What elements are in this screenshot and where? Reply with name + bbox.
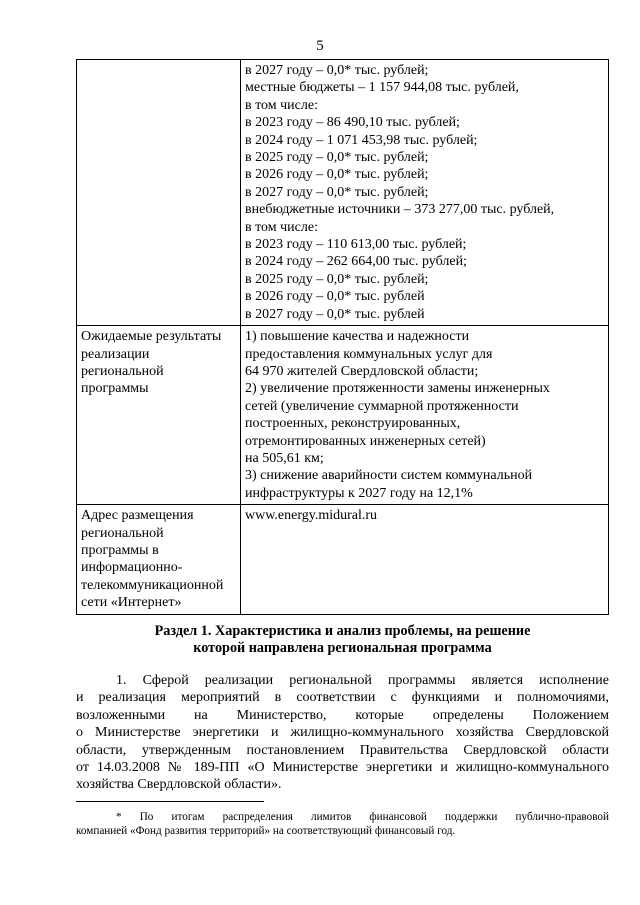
body-paragraph	[76, 672, 609, 794]
financing-line: в 2023 году – 86 490,10 тыс. рублей;	[245, 115, 460, 131]
result-line: на 505,61 км;	[245, 450, 324, 466]
financing-line: в 2024 году – 1 071 453,98 тыс. рублей;	[245, 132, 478, 148]
table-row-internet-address	[77, 505, 609, 614]
expected-results-cell	[241, 326, 609, 505]
financing-line: в том числе:	[245, 219, 318, 235]
label-line: сети «Интернет»	[81, 595, 182, 611]
financing-line: местные бюджеты – 1 157 944,08 тыс. рублей,	[245, 80, 519, 96]
footnote-line: * По итогам распределения лимитов финансовой поддержки публично-правовой	[116, 811, 609, 823]
footnote-separator	[76, 801, 264, 802]
paragraph-line: хозяйства Свердловской области».	[76, 777, 282, 793]
footnote-line: компанией «Фонд развития территорий» на соответствующий финансовый год.	[76, 825, 456, 837]
internet-address-label-cell	[77, 505, 241, 614]
result-line: 3) снижение аварийности систем коммунальной	[245, 468, 533, 484]
expected-results-label-cell	[77, 326, 241, 505]
financing-line: в 2027 году – 0,0* тыс. рублей	[245, 306, 425, 322]
internet-address-cell	[241, 505, 609, 614]
label-line: Адрес размещения	[81, 508, 194, 524]
page-number: 5	[316, 38, 324, 54]
financing-line: в 2026 году – 0,0* тыс. рублей;	[245, 167, 429, 183]
section-title-line: Раздел 1. Характеристика и анализ проблемы, на решение	[154, 623, 531, 639]
paragraph-line: и реализация мероприятий в соответствии с функциями и полномочиями,	[76, 690, 609, 706]
label-line: программы в	[81, 542, 159, 558]
row-label-cell	[77, 60, 241, 326]
label-line: реализации	[81, 346, 150, 362]
footnote	[76, 810, 609, 838]
financing-line: в 2024 году – 262 664,00 тыс. рублей;	[245, 254, 467, 270]
result-line: 2) увеличение протяженности замены инженерных	[245, 381, 550, 397]
label-line: региональной	[81, 363, 164, 379]
result-line: построенных, реконструированных,	[245, 416, 461, 432]
result-line: сетей (увеличение суммарной протяженности	[245, 398, 519, 414]
result-line: отремонтированных инженерных сетей)	[245, 433, 486, 449]
paragraph-line: возложенными на Министерство, которые определены Положением	[76, 707, 609, 723]
financing-line: в 2025 году – 0,0* тыс. рублей;	[245, 271, 429, 287]
label-line: региональной	[81, 525, 164, 541]
financing-line: в 2027 году – 0,0* тыс. рублей;	[245, 184, 429, 200]
paragraph-line: о Министерстве энергетики и жилищно-коммунального хозяйства Свердловской	[76, 725, 609, 741]
result-line: предоставления коммунальных услуг для	[245, 346, 493, 362]
financing-line: в 2027 году – 0,0* тыс. рублей;	[245, 63, 429, 78]
table-row-financing	[77, 60, 609, 326]
paragraph-line: от 14.03.2008 № 189-ПП «О Министерстве энергетики и жилищно-коммунального	[76, 760, 609, 776]
label-line: информационно-	[81, 560, 183, 576]
section-title	[76, 623, 609, 657]
program-passport-table	[76, 59, 609, 615]
result-line: инфраструктуры к 2027 году на 12,1%	[245, 485, 473, 501]
result-line: 64 970 жителей Свердловской области;	[245, 363, 479, 379]
label-line: Ожидаемые результаты	[81, 329, 222, 345]
financing-line: внебюджетные источники – 373 277,00 тыс. рублей,	[245, 202, 555, 218]
financing-line: в 2026 году – 0,0* тыс. рублей	[245, 289, 425, 305]
website-address: www.energy.midural.ru	[245, 508, 378, 524]
financing-line: в 2023 году – 110 613,00 тыс. рублей;	[245, 237, 467, 253]
financing-line: в 2025 году – 0,0* тыс. рублей;	[245, 150, 429, 166]
paragraph-line: 1. Сферой реализации региональной программы является исполнение	[116, 673, 609, 688]
section-title-line: которой направлена региональная программа	[193, 640, 492, 656]
table-row-expected-results	[77, 326, 609, 505]
paragraph-line: области, утвержденным постановлением Правительства Свердловской области	[76, 742, 609, 758]
result-line: 1) повышение качества и надежности	[245, 329, 470, 345]
label-line: телекоммуникационной	[81, 577, 224, 593]
financing-values-cell	[241, 60, 609, 326]
label-line: программы	[81, 381, 149, 397]
financing-line: в том числе:	[245, 97, 318, 113]
